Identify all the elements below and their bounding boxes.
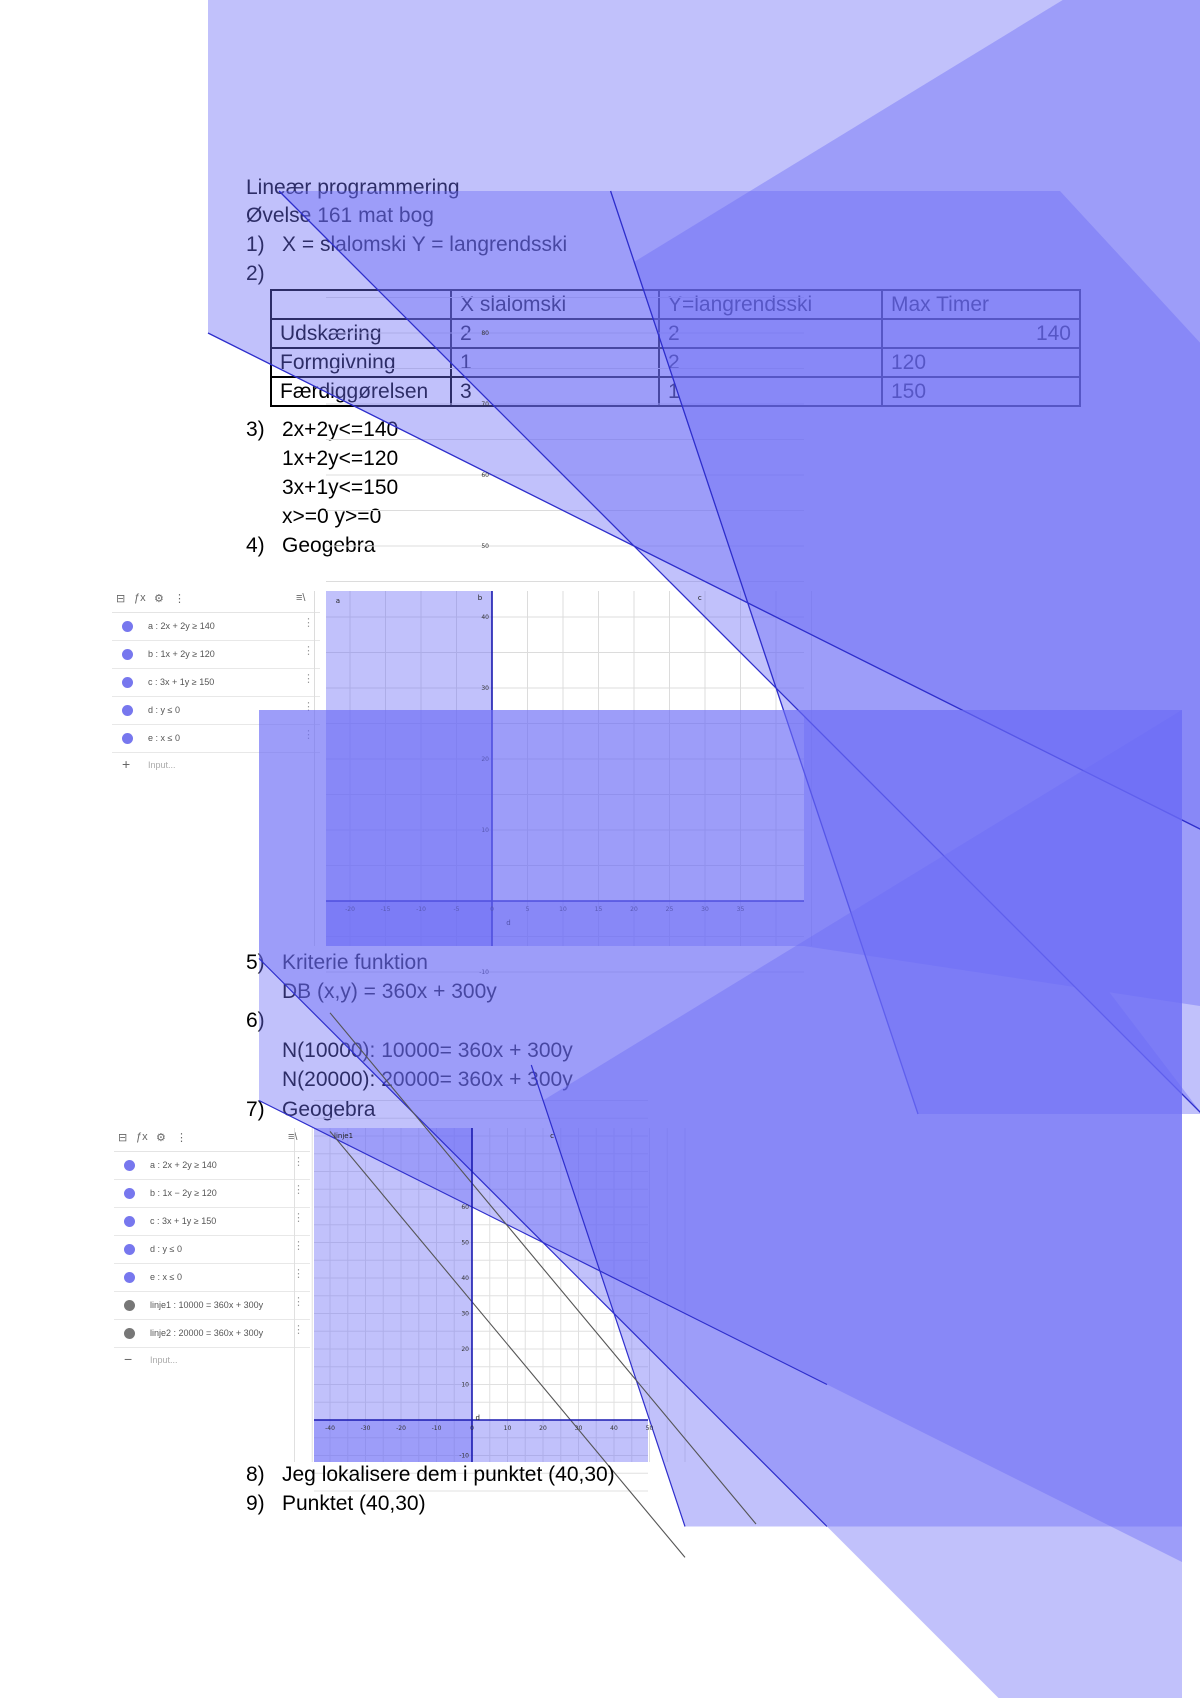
y-tick-label: 70: [481, 401, 489, 408]
doc-subtitle: Øvelse 161 mat bog: [246, 204, 434, 227]
table-cell: 2: [451, 319, 659, 348]
y-tick-label: -10: [459, 1452, 469, 1460]
item-text: Geogebra: [282, 534, 376, 557]
x-tick-label: -5: [453, 906, 460, 913]
x-tick-label: -10: [416, 906, 426, 913]
x-tick-label: 0: [490, 906, 494, 913]
item-text: x>=0 y>=0: [282, 505, 382, 528]
line-label: c: [550, 1132, 554, 1140]
y-tick-label: 20: [461, 1346, 469, 1353]
table-cell: 140: [882, 319, 1080, 348]
table-header-cell: X slalomski: [451, 290, 659, 319]
y-tick-label: -10: [479, 969, 489, 976]
table-cell: 1: [451, 348, 659, 377]
line-label: b: [477, 594, 483, 602]
table-header-cell: Y=langrendsski: [659, 290, 882, 319]
item-text: 3x+1y<=150: [282, 476, 399, 499]
y-tick-label: 50: [461, 1239, 469, 1247]
item-number: 2): [246, 262, 265, 285]
algebra-equation[interactable]: linje2 : 20000 = 360x + 300y: [150, 1328, 264, 1338]
more-icon[interactable]: ⋮: [293, 1212, 304, 1224]
more-icon[interactable]: ⋮: [293, 1156, 304, 1168]
visibility-toggle-icon[interactable]: [122, 677, 133, 688]
more-icon[interactable]: ⋮: [174, 593, 185, 605]
visibility-toggle-icon[interactable]: [124, 1160, 135, 1171]
more-icon[interactable]: ⋮: [176, 1132, 187, 1144]
algebra-equation[interactable]: e : x ≤ 0: [150, 1272, 182, 1282]
visibility-toggle-icon[interactable]: [122, 621, 133, 632]
x-tick-label: 20: [630, 906, 638, 913]
fx-icon[interactable]: ƒx: [136, 1131, 148, 1143]
gear-icon[interactable]: ⚙: [156, 1132, 166, 1144]
more-icon[interactable]: ⋮: [293, 1296, 304, 1308]
algebra-equation[interactable]: b : 1x + 2y ≥ 120: [148, 649, 215, 659]
x-tick-label: 10: [559, 906, 567, 913]
item-text: 1x+2y<=120: [282, 447, 399, 470]
item-3-line-4: [246, 503, 381, 531]
x-tick-label: 10: [503, 1425, 512, 1432]
y-tick-label: 30: [481, 685, 489, 692]
y-tick-label: 20: [481, 756, 489, 763]
item-text: 2x+2y<=140: [282, 418, 399, 441]
more-icon[interactable]: ⋮: [303, 673, 314, 685]
y-tick-label: 40: [461, 1275, 469, 1282]
visibility-toggle-icon[interactable]: [122, 705, 133, 716]
more-icon[interactable]: ⋮: [303, 645, 314, 657]
doc-title: Lineær programmering: [246, 176, 460, 199]
table-cell: 1: [659, 377, 882, 406]
item-text: Geogebra: [282, 1098, 376, 1121]
algebra-row[interactable]: [114, 1320, 310, 1348]
algebra-equation[interactable]: a : 2x + 2y ≥ 140: [150, 1160, 217, 1170]
x-tick-label: 25: [665, 906, 674, 913]
algebra-row[interactable]: [112, 669, 320, 697]
fx-icon[interactable]: ƒx: [134, 592, 146, 604]
visibility-toggle-icon[interactable]: [124, 1272, 135, 1283]
table-cell: Udskæring: [271, 319, 451, 348]
algebra-equation[interactable]: c : 3x + 1y ≥ 150: [150, 1216, 217, 1226]
more-icon[interactable]: ⋮: [303, 617, 314, 629]
item-number: 6): [246, 1009, 265, 1032]
input-placeholder: Input...: [150, 1355, 178, 1365]
more-icon[interactable]: ⋮: [303, 729, 314, 741]
x-tick-label: 50: [645, 1425, 654, 1432]
geogebra-graph-2[interactable]: [314, 1128, 654, 1462]
item-text: Kriterie funktion: [282, 951, 428, 974]
visibility-toggle-icon[interactable]: [124, 1328, 135, 1339]
plus-icon[interactable]: −: [124, 1351, 133, 1367]
x-tick-label: -20: [396, 1425, 406, 1432]
more-icon[interactable]: ⋮: [293, 1324, 304, 1336]
x-tick-label: -15: [380, 906, 391, 913]
item-number: 9): [246, 1492, 265, 1515]
gear-icon[interactable]: ⚙: [154, 593, 164, 605]
item-9: [246, 1490, 426, 1518]
x-tick-label: 0: [470, 1425, 474, 1432]
item-number: 5): [246, 951, 265, 974]
table-header-cell: Max Timer: [882, 290, 1080, 319]
visibility-toggle-icon[interactable]: [122, 733, 133, 744]
item-number: 4): [246, 534, 265, 557]
line-label: a: [335, 597, 341, 605]
visibility-toggle-icon[interactable]: [124, 1188, 135, 1199]
visibility-toggle-icon[interactable]: [122, 649, 133, 660]
y-tick-label: 40: [481, 614, 489, 621]
x-tick-label: 5: [525, 906, 530, 913]
algebra-equation[interactable]: e : x ≤ 0: [148, 733, 180, 743]
line-label: linje1: [334, 1132, 354, 1140]
item-text: Punktet (40,30): [282, 1492, 426, 1515]
x-tick-label: -30: [360, 1425, 371, 1432]
item-number: 8): [246, 1463, 265, 1486]
algebra-equation[interactable]: b : 1x − 2y ≥ 120: [150, 1188, 217, 1198]
x-tick-label: -10: [431, 1425, 442, 1432]
more-icon[interactable]: ⋮: [293, 1240, 304, 1252]
algebra-equation[interactable]: linje1 : 10000 = 360x + 300y: [150, 1300, 264, 1310]
item-text: N(10000): 10000= 360x + 300y: [282, 1039, 573, 1062]
x-tick-label: -40: [325, 1425, 335, 1432]
y-tick-label: 80: [481, 330, 489, 337]
item-text: DB (x,y) = 360x + 300y: [282, 980, 497, 1003]
algebra-equation[interactable]: a : 2x + 2y ≥ 140: [148, 621, 215, 631]
algebra-row[interactable]: [114, 1292, 310, 1320]
table-cell: 3: [451, 377, 659, 406]
table-cell: Formgivning: [271, 348, 451, 377]
table-cell: 120: [882, 348, 1080, 377]
table-cell: 2: [659, 348, 882, 377]
visibility-toggle-icon[interactable]: [124, 1300, 135, 1311]
algebra-toolbar: [112, 586, 320, 613]
x-tick-label: 20: [539, 1425, 547, 1432]
more-icon[interactable]: ⋮: [303, 701, 314, 713]
item-text: X = slalomski Y = langrendsski: [282, 233, 568, 256]
algebra-row[interactable]: [114, 1236, 310, 1264]
input-placeholder: Input...: [148, 760, 176, 770]
item-number: 7): [246, 1098, 265, 1121]
algebra-row[interactable]: [112, 613, 320, 641]
table-cell: Færdiggørelsen: [271, 377, 451, 406]
algebra-equation[interactable]: d : y ≤ 0: [150, 1244, 182, 1254]
item-3-line-3: [246, 474, 398, 502]
algebra-row[interactable]: [114, 1180, 310, 1208]
algebra-row[interactable]: [114, 1208, 310, 1236]
line-label: d: [475, 1414, 481, 1422]
x-tick-label: 30: [701, 906, 709, 913]
more-icon[interactable]: ⋮: [293, 1184, 304, 1196]
plus-icon[interactable]: +: [122, 756, 131, 772]
line-label: c: [697, 594, 702, 602]
item-8: [246, 1461, 615, 1489]
x-tick-label: 15: [594, 906, 603, 913]
algebra-row[interactable]: [114, 1152, 310, 1180]
view-toggle-icon[interactable]: ≡\: [288, 1131, 298, 1143]
y-tick-label: 60: [461, 1204, 469, 1211]
table-cell: 2: [659, 319, 882, 348]
visibility-toggle-icon[interactable]: [124, 1244, 135, 1255]
item-text: Jeg lokalisere dem i punktet (40,30): [282, 1463, 615, 1486]
algebra-equation[interactable]: d : y ≤ 0: [148, 705, 180, 715]
y-tick-label: 10: [461, 1381, 469, 1389]
item-3-line-2: [246, 445, 398, 473]
input-row[interactable]: [114, 1348, 310, 1370]
x-tick-label: 35: [736, 906, 745, 913]
algebra-equation[interactable]: c : 3x + 1y ≥ 150: [148, 677, 215, 687]
x-tick-label: 40: [610, 1425, 618, 1432]
more-icon[interactable]: ⋮: [293, 1268, 304, 1280]
x-tick-label: 30: [574, 1425, 583, 1432]
y-tick-label: 60: [481, 472, 489, 479]
geogebra-algebra-panel-2: [114, 1125, 310, 1367]
item-number: 3): [246, 418, 265, 441]
algebra-icon[interactable]: ⊟: [118, 1132, 128, 1144]
algebra-icon[interactable]: ⊟: [116, 593, 126, 605]
region-e: [314, 1128, 472, 1462]
view-toggle-icon[interactable]: ≡\: [296, 592, 306, 604]
visibility-toggle-icon[interactable]: [124, 1216, 135, 1227]
algebra-row[interactable]: [112, 641, 320, 669]
y-tick-label: 30: [461, 1310, 469, 1318]
y-tick-label: 50: [481, 543, 489, 550]
item-number: 1): [246, 233, 265, 256]
y-tick-label: 10: [481, 827, 489, 834]
line-label: d: [506, 919, 511, 927]
item-text: N(20000): 20000= 360x + 300y: [282, 1068, 573, 1091]
algebra-row[interactable]: [114, 1264, 310, 1292]
algebra-toolbar: [114, 1125, 310, 1152]
x-tick-label: -20: [345, 906, 355, 913]
table-cell: 150: [882, 377, 1080, 406]
